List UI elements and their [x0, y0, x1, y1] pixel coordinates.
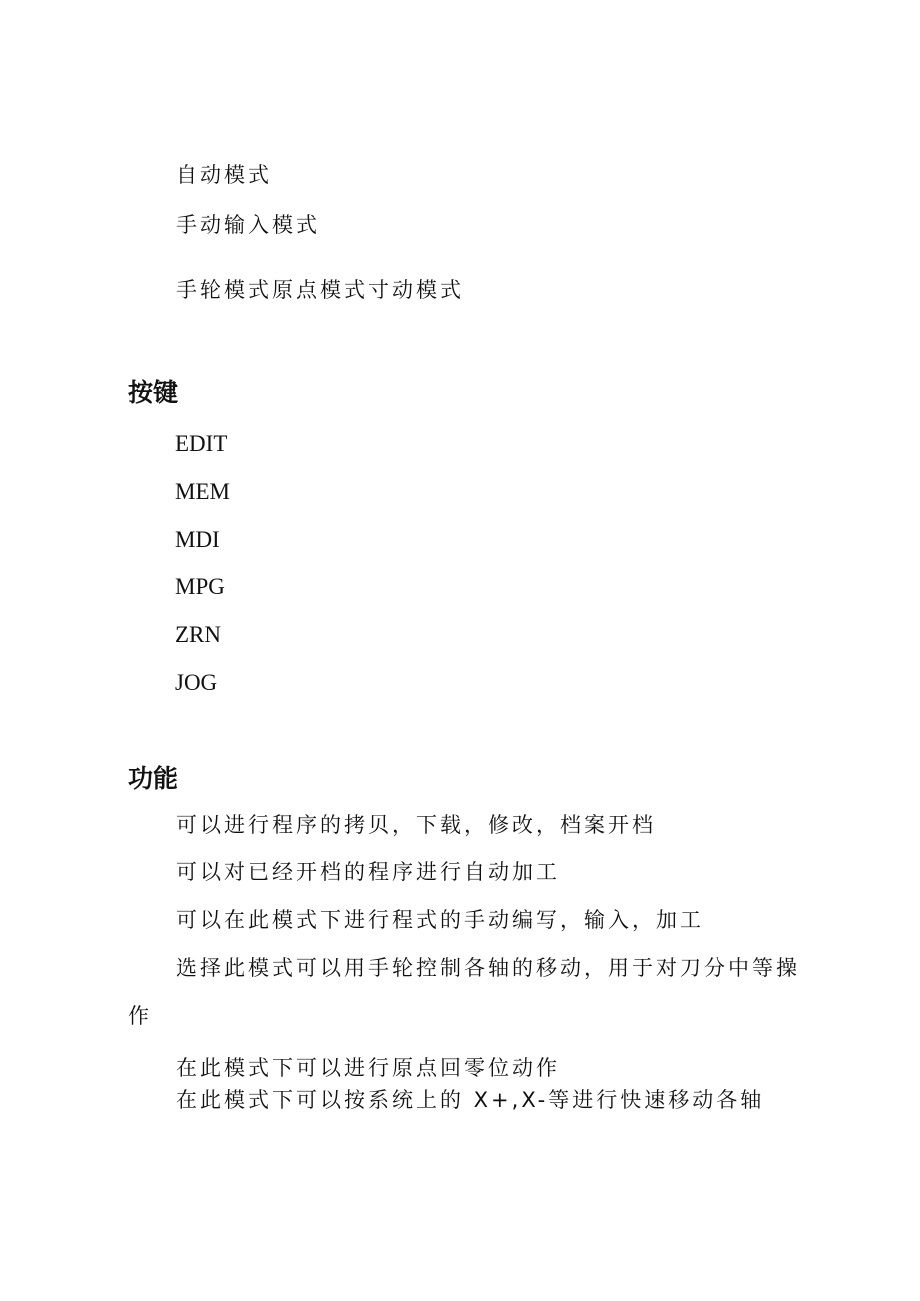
key-item: MPG: [175, 574, 225, 599]
function-item: 选择此模式可以用手轮控制各轴的移动，用于对刀分中等操: [176, 956, 800, 980]
mode-item: 手轮模式原点模式寸动模式: [176, 278, 464, 302]
key-item: MDI: [175, 527, 220, 552]
function-item-continuation: 作: [128, 1004, 152, 1028]
key-item: JOG: [175, 670, 218, 695]
function-item: 在此模式下可以按系统上的 X+,X-等进行快速移动各轴: [176, 1088, 765, 1112]
mode-item: 自动模式: [176, 163, 272, 187]
function-item: 可以对已经开档的程序进行自动加工: [176, 860, 560, 884]
key-item: MEM: [175, 479, 230, 504]
function-item: 在此模式下可以进行原点回零位动作: [176, 1056, 560, 1080]
function-item: 可以在此模式下进行程式的手动编写，输入，加工: [176, 908, 704, 932]
key-item: EDIT: [175, 431, 228, 456]
mode-item: 手动输入模式: [176, 213, 320, 237]
function-heading: 功能: [128, 764, 179, 793]
function-item: 可以进行程序的拷贝，下载，修改，档案开档: [176, 813, 656, 837]
key-item: ZRN: [175, 622, 221, 647]
keys-heading: 按键: [128, 378, 179, 407]
